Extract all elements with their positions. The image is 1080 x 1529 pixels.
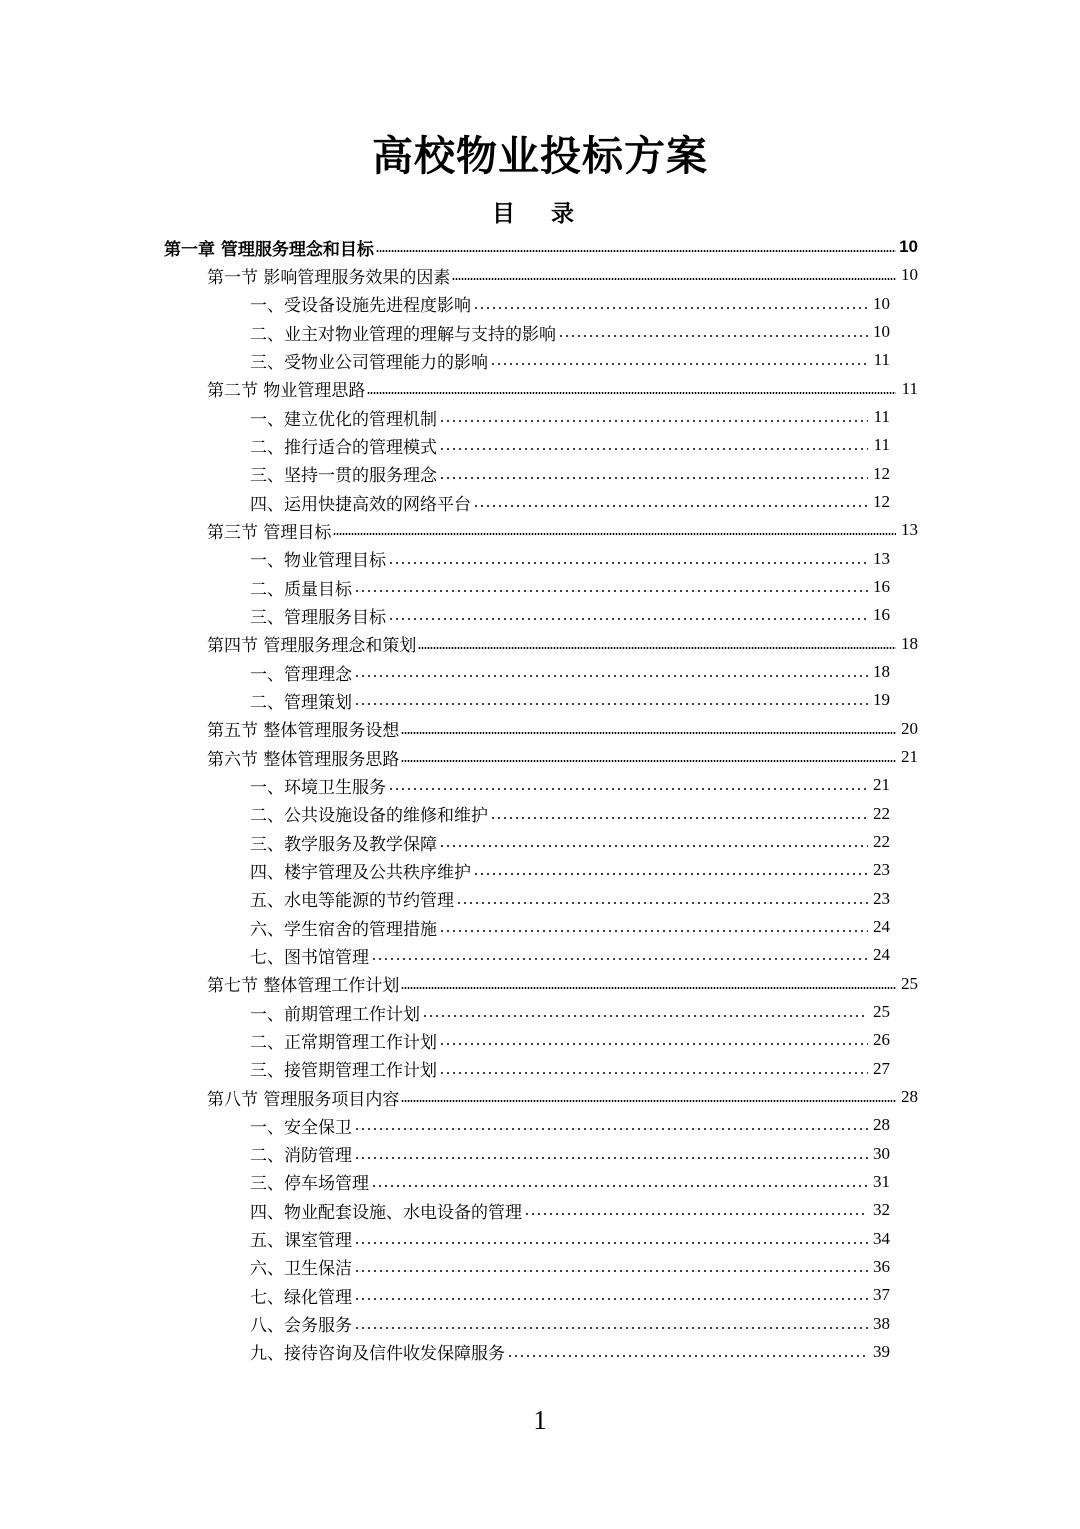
toc-entry-label: 二、管理策划 bbox=[250, 692, 352, 713]
toc-dot-leader bbox=[452, 277, 896, 281]
toc-entry-label: 六、学生宿舍的管理措施 bbox=[250, 919, 437, 940]
toc-entry-label: 二、公共设施设备的维修和维护 bbox=[250, 806, 488, 827]
toc-entry-page: 23 bbox=[873, 888, 890, 908]
toc-dot-leader bbox=[367, 391, 896, 395]
toc-entry-item[interactable] bbox=[0, 545, 890, 573]
toc-entry-item[interactable] bbox=[0, 1111, 890, 1139]
toc-entry-item[interactable] bbox=[0, 601, 890, 629]
toc-entry-item[interactable] bbox=[0, 290, 890, 318]
toc-entry-label: 二、消防管理 bbox=[250, 1146, 352, 1167]
toc-entry-page: 11 bbox=[873, 435, 890, 455]
toc-entry-item[interactable] bbox=[0, 1140, 890, 1168]
toc-entry-page: 11 bbox=[873, 407, 890, 427]
toc-entry-item[interactable] bbox=[0, 828, 890, 856]
toc-dot-leader bbox=[354, 674, 868, 678]
toc-entry-page: 10 bbox=[901, 265, 918, 285]
toc-entry-label: 第二节 物业管理思路 bbox=[207, 381, 366, 402]
toc-entry-label: 第五节 整体管理服务设想 bbox=[207, 721, 400, 742]
toc-entry-label: 二、质量目标 bbox=[250, 579, 352, 600]
toc-entry-label: 第七节 整体管理工作计划 bbox=[207, 976, 400, 997]
toc-entry-label: 三、坚持一贯的服务理念 bbox=[250, 466, 437, 487]
toc-dot-leader bbox=[401, 1099, 896, 1103]
toc-entry-chapter[interactable] bbox=[0, 233, 918, 261]
toc-entry-item[interactable] bbox=[0, 658, 890, 686]
toc-entry-label: 三、受物业公司管理能力的影响 bbox=[250, 352, 488, 373]
toc-entry-page: 24 bbox=[873, 945, 890, 965]
toc-entry-page: 22 bbox=[873, 803, 890, 823]
toc-entry-page: 12 bbox=[873, 463, 890, 483]
toc-entry-label: 一、环境卫生服务 bbox=[250, 777, 386, 798]
toc-entry-page: 19 bbox=[873, 690, 890, 710]
toc-entry-label: 第八节 管理服务项目内容 bbox=[207, 1089, 400, 1110]
toc-dot-leader bbox=[401, 731, 896, 735]
toc-dot-leader bbox=[439, 929, 868, 933]
toc-entry-item[interactable] bbox=[0, 1309, 890, 1337]
toc-dot-leader bbox=[354, 589, 868, 593]
toc-entry-section[interactable] bbox=[0, 261, 918, 289]
toc-heading: 目 录 bbox=[491, 201, 588, 227]
toc-dot-leader bbox=[333, 532, 896, 536]
toc-entry-label: 一、前期管理工作计划 bbox=[250, 1004, 420, 1025]
toc-entry-item[interactable] bbox=[0, 856, 890, 884]
toc-entry-section[interactable] bbox=[0, 743, 918, 771]
toc-entry-page: 25 bbox=[901, 973, 918, 993]
toc-entry-page: 10 bbox=[899, 237, 918, 257]
toc-dot-leader bbox=[354, 1297, 868, 1301]
toc-dot-leader bbox=[376, 249, 896, 253]
toc-entry-section[interactable] bbox=[0, 375, 918, 403]
toc-entry-item[interactable] bbox=[0, 1253, 890, 1281]
toc-entry-page: 34 bbox=[873, 1228, 890, 1248]
toc-entry-page: 39 bbox=[873, 1341, 890, 1361]
toc-entry-item[interactable] bbox=[0, 771, 890, 799]
toc-dot-leader bbox=[354, 1241, 868, 1245]
toc-dot-leader bbox=[418, 646, 896, 650]
toc-entry-label: 五、课室管理 bbox=[250, 1231, 352, 1252]
toc-entry-page: 25 bbox=[873, 1002, 890, 1022]
toc-entry-label: 四、楼宇管理及公共秩序维护 bbox=[250, 862, 471, 883]
toc-entry-item[interactable] bbox=[0, 885, 890, 913]
toc-entry-item[interactable] bbox=[0, 941, 890, 969]
toc-entry-item[interactable] bbox=[0, 800, 890, 828]
toc-dot-leader bbox=[439, 1042, 868, 1046]
toc-entry-page: 31 bbox=[873, 1171, 890, 1191]
toc-dot-leader bbox=[439, 844, 868, 848]
toc-entry-label: 六、卫生保洁 bbox=[250, 1259, 352, 1280]
toc-entry-page: 28 bbox=[873, 1115, 890, 1135]
toc-entry-section[interactable] bbox=[0, 516, 918, 544]
toc-entry-section[interactable] bbox=[0, 630, 918, 658]
toc-entry-page: 20 bbox=[901, 718, 918, 738]
toc-entry-page: 26 bbox=[873, 1030, 890, 1050]
toc-entry-label: 三、停车场管理 bbox=[250, 1174, 369, 1195]
toc-entry-section[interactable] bbox=[0, 1083, 918, 1111]
toc-entry-item[interactable] bbox=[0, 1196, 890, 1224]
toc-entry-item[interactable] bbox=[0, 431, 890, 459]
toc-entry-item[interactable] bbox=[0, 573, 890, 601]
toc-entry-page: 37 bbox=[873, 1285, 890, 1305]
toc-dot-leader bbox=[388, 561, 868, 565]
toc-dot-leader bbox=[422, 1014, 868, 1018]
toc-entry-label: 七、图书馆管理 bbox=[250, 947, 369, 968]
toc-dot-leader bbox=[507, 1354, 868, 1358]
toc-entry-item[interactable] bbox=[0, 488, 890, 516]
toc-entry-page: 30 bbox=[873, 1143, 890, 1163]
toc-dot-leader bbox=[439, 1071, 868, 1075]
toc-entry-label: 第一节 影响管理服务效果的因素 bbox=[207, 267, 451, 288]
toc-dot-leader bbox=[388, 787, 868, 791]
toc-entry-label: 第六节 整体管理服务思路 bbox=[207, 749, 400, 770]
toc-entry-label: 三、管理服务目标 bbox=[250, 607, 386, 628]
toc-entry-label: 一、建立优化的管理机制 bbox=[250, 409, 437, 430]
toc-entry-page: 11 bbox=[873, 350, 890, 370]
page-number: 1 bbox=[533, 1405, 547, 1435]
toc-entry-page: 11 bbox=[901, 378, 918, 398]
toc-entry-page: 28 bbox=[901, 1087, 918, 1106]
toc-entry-item[interactable] bbox=[0, 913, 890, 941]
toc-entry-item[interactable] bbox=[0, 460, 890, 488]
toc-entry-page: 13 bbox=[873, 548, 890, 568]
toc-entry-label: 二、正常期管理工作计划 bbox=[250, 1032, 437, 1053]
toc-entry-page: 23 bbox=[873, 860, 890, 880]
toc-entry-label: 一、受设备设施先进程度影响 bbox=[250, 296, 471, 317]
toc-entry-item[interactable] bbox=[0, 998, 890, 1026]
toc-entry-section[interactable] bbox=[0, 715, 918, 743]
toc-entry-label: 三、教学服务及教学保障 bbox=[250, 834, 437, 855]
toc-dot-leader bbox=[388, 617, 868, 621]
toc-entry-item[interactable] bbox=[0, 1055, 890, 1083]
toc-entry-page: 12 bbox=[873, 492, 890, 512]
toc-entry-page: 36 bbox=[873, 1256, 890, 1276]
toc-dot-leader bbox=[371, 957, 868, 961]
toc-entry-label: 第一章 管理服务理念和目标 bbox=[164, 239, 374, 260]
toc-entry-page: 21 bbox=[873, 775, 890, 795]
toc-entry-label: 四、物业配套设施、水电设备的管理 bbox=[250, 1202, 522, 1223]
toc-entry-page: 18 bbox=[901, 633, 918, 653]
toc-entry-item[interactable] bbox=[0, 1168, 890, 1196]
toc-entry-label: 九、接待咨询及信件收发保障服务 bbox=[250, 1344, 505, 1365]
toc-entry-item[interactable] bbox=[0, 1026, 890, 1054]
toc-entry-page: 22 bbox=[873, 832, 890, 852]
toc-entry-page: 16 bbox=[873, 605, 890, 625]
toc-dot-leader bbox=[371, 1184, 868, 1188]
toc-dot-leader bbox=[439, 447, 868, 451]
toc-entry-item[interactable] bbox=[0, 1281, 890, 1309]
toc-entry-label: 一、物业管理目标 bbox=[250, 551, 386, 572]
toc-entry-page: 21 bbox=[901, 747, 918, 767]
toc-dot-leader bbox=[439, 476, 868, 480]
toc-entry-label: 第四节 管理服务理念和策划 bbox=[207, 636, 417, 657]
toc-entry-label: 三、接管期管理工作计划 bbox=[250, 1061, 437, 1082]
toc-entry-label: 一、安全保卫 bbox=[250, 1117, 352, 1138]
toc-entry-label: 一、管理理念 bbox=[250, 664, 352, 685]
toc-dot-leader bbox=[354, 1127, 868, 1131]
toc-dot-leader bbox=[439, 419, 868, 423]
toc-entry-label: 二、推行适合的管理模式 bbox=[250, 437, 437, 458]
toc-dot-leader bbox=[456, 901, 868, 905]
toc-dot-leader bbox=[354, 1156, 868, 1160]
toc-dot-leader bbox=[524, 1212, 868, 1216]
toc-entry-page: 32 bbox=[873, 1200, 890, 1220]
document-title: 高校物业投标方案 bbox=[372, 132, 708, 180]
toc-entry-label: 二、业主对物业管理的理解与支持的影响 bbox=[250, 324, 556, 345]
toc-dot-leader bbox=[354, 1326, 868, 1330]
toc-dot-leader bbox=[354, 702, 868, 706]
toc-entry-page: 38 bbox=[873, 1313, 890, 1333]
toc-entry-label: 八、会务服务 bbox=[250, 1316, 352, 1337]
toc-entry-section[interactable] bbox=[0, 970, 918, 998]
toc-dot-leader bbox=[490, 816, 868, 820]
toc-entry-page: 10 bbox=[873, 322, 890, 342]
toc-dot-leader bbox=[473, 306, 868, 310]
toc-entry-label: 七、绿化管理 bbox=[250, 1287, 352, 1308]
toc-entry-item[interactable] bbox=[0, 318, 890, 346]
toc-dot-leader bbox=[558, 334, 868, 338]
toc-dot-leader bbox=[473, 504, 868, 508]
toc-dot-leader bbox=[401, 759, 896, 763]
toc-entry-label: 四、运用快捷高效的网络平台 bbox=[250, 494, 471, 515]
toc-entry-item[interactable] bbox=[0, 686, 890, 714]
toc-entry-label: 第三节 管理目标 bbox=[207, 522, 332, 543]
toc-dot-leader bbox=[490, 362, 868, 366]
toc-entry-page: 27 bbox=[873, 1058, 890, 1078]
toc-entry-item[interactable] bbox=[0, 346, 890, 374]
toc-entry-item[interactable] bbox=[0, 1224, 890, 1252]
toc-dot-leader bbox=[354, 1269, 868, 1273]
table-of-contents bbox=[0, 233, 1080, 1366]
toc-entry-page: 24 bbox=[873, 917, 890, 937]
toc-entry-item[interactable] bbox=[0, 403, 890, 431]
toc-entry-page: 16 bbox=[873, 577, 890, 597]
toc-entry-item[interactable] bbox=[0, 1338, 890, 1366]
toc-entry-label: 五、水电等能源的节约管理 bbox=[250, 891, 454, 912]
toc-dot-leader bbox=[473, 872, 868, 876]
toc-dot-leader bbox=[401, 986, 896, 990]
toc-entry-page: 18 bbox=[873, 662, 890, 682]
toc-entry-page: 13 bbox=[901, 520, 918, 540]
toc-entry-page: 10 bbox=[873, 293, 890, 313]
